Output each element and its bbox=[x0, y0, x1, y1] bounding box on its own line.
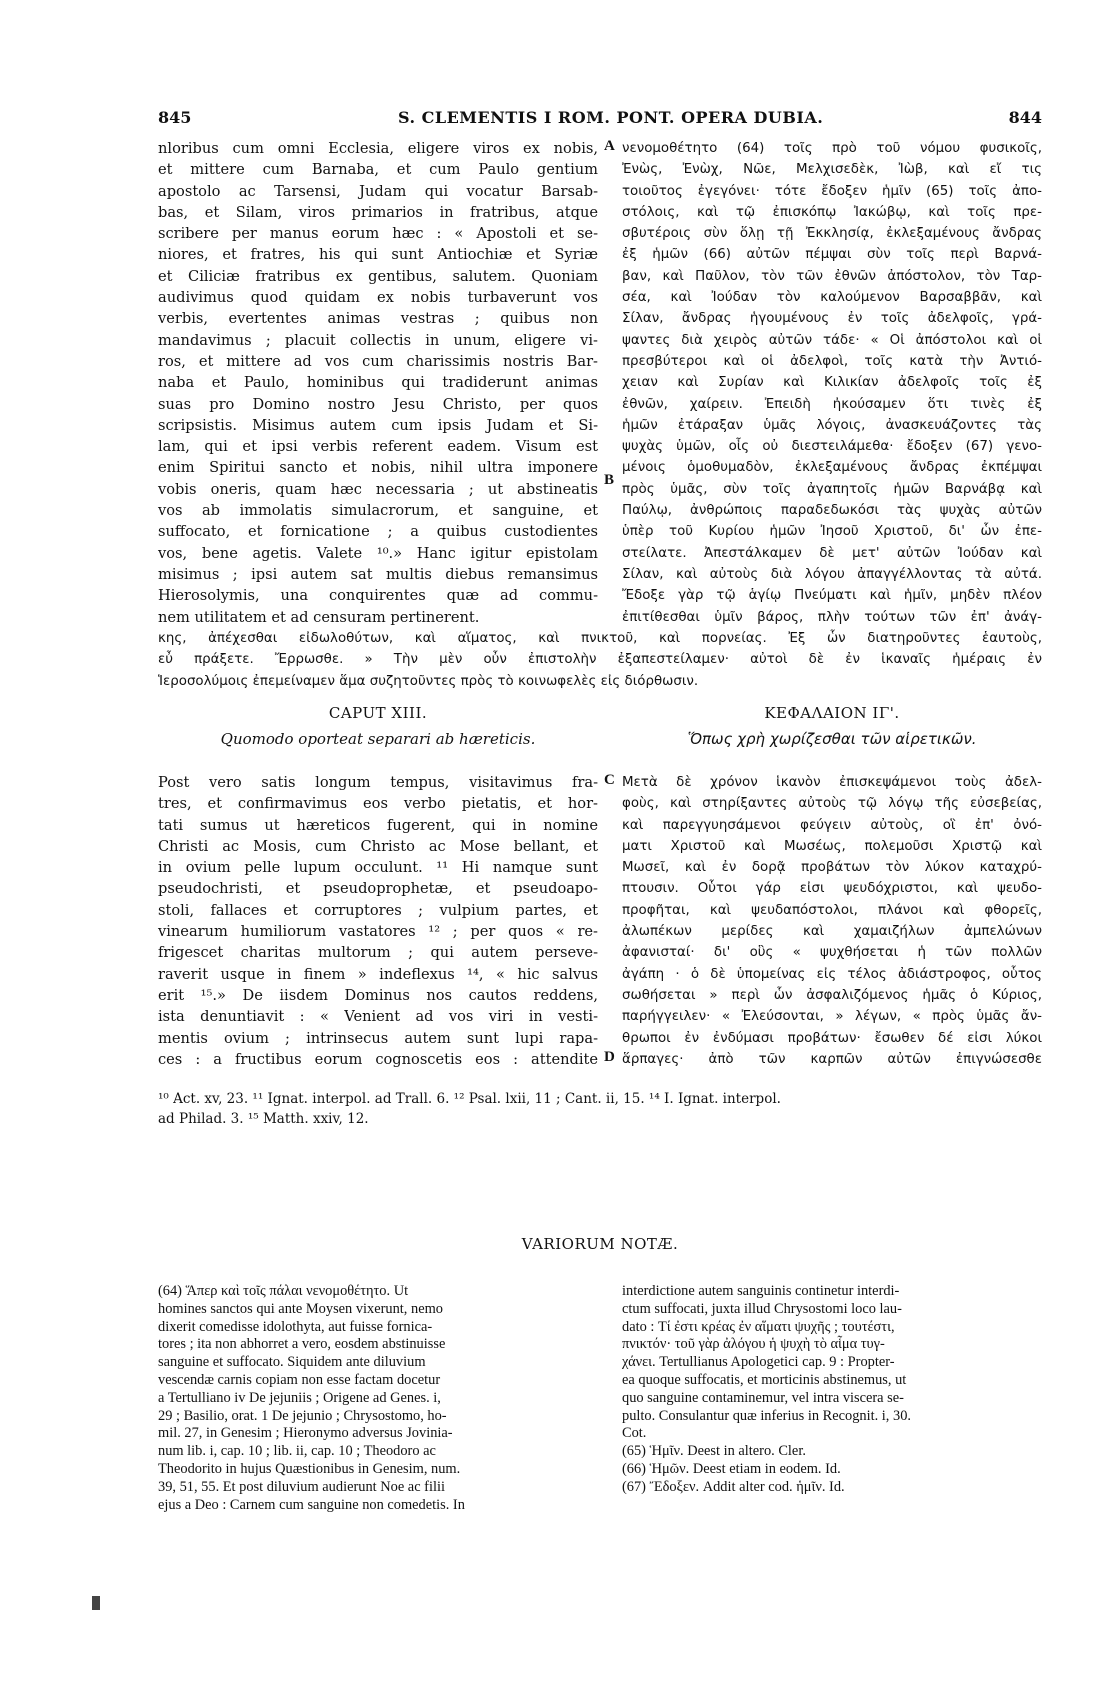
text-line: τοιοῦτος ἐγεγόνει· τότε ἔδοξεν ἡμῖν (65) τοῖς ἀπο- bbox=[622, 183, 1042, 199]
text-line: bas, et Silam, viros primarios in fratribus, atque bbox=[158, 203, 598, 221]
text-line: σέα, καὶ Ἰούδαν τὸν καλούμενον Βαρσαββᾶν, καὶ bbox=[622, 290, 1042, 306]
chapter-subtitle-latin: Quomodo oporteat separari ab hæreticis. bbox=[220, 730, 536, 748]
margin-marker-c: C bbox=[604, 772, 615, 788]
text-line: Μετὰ δὲ χρόνον ἱκανὸν ἐπισκεψάμενοι τοὺς ἀδελ- bbox=[622, 775, 1042, 790]
greek-chapter-heading bbox=[622, 704, 1042, 748]
text-line: et Ciliciæ fratribus ex gentibus, salutem. Quoniam bbox=[158, 267, 598, 285]
text-line: stoli, fallaces et corruptores ; vulpium partes, et bbox=[158, 901, 598, 919]
text-line: Christi ac Mosis, cum Christo ac Mose bellant, et bbox=[158, 837, 598, 855]
note-line: pulto. Consulantur quæ inferius in Recognit. i, 30. bbox=[622, 1407, 911, 1424]
latin-column-upper bbox=[158, 138, 598, 628]
text-line: προφῆται, καὶ ψευδαπόστολοι, πλάνοι καὶ φθορεῖς, bbox=[622, 902, 1042, 918]
text-line: Ἱεροσολύμοις ἐπεμείναμεν ἅμα συζητοῦντες πρὸς τὸ κοινωφελὲς εἰς διόρθωσιν. bbox=[158, 673, 699, 689]
text-line: στόλοις, καὶ τῷ ἐπισκόπῳ Ἰακώβῳ, καὶ τοῖς πρε- bbox=[622, 204, 1042, 220]
text-line: vos ab immolatis simulacrorum, et sanguine, et bbox=[158, 502, 598, 520]
text-line: ros, et mittere ad vos cum charissimis nostris Bar- bbox=[158, 352, 598, 370]
note-line: (64) Ἅπερ καὶ τοῖς πάλαι νενομοθέτητο. Ut bbox=[158, 1283, 409, 1299]
text-line: ἐθνῶν, χαίρειν. Ἐπειδὴ ἠκούσαμεν ὅτι τινὲς ἐξ bbox=[622, 396, 1042, 412]
footnotes bbox=[158, 1089, 1042, 1129]
greek-column-upper bbox=[622, 138, 1042, 628]
note-line: dixerit comedisse idolothyta, aut fuisse fornica- bbox=[158, 1318, 433, 1335]
text-line: ὑπὲρ τοῦ Κυρίου ἡμῶν Ἰησοῦ Χριστοῦ, δι' ὧν ἐπε- bbox=[622, 524, 1042, 540]
note-line: ea quoque suffocatis, et morticinis abstinemus, ut bbox=[622, 1371, 907, 1388]
text-line: ἀλωπέκων μερίδες καὶ χαμαιζήλων ἀμπελώνων bbox=[622, 924, 1042, 940]
greek-continuation-fullwidth bbox=[158, 628, 1042, 692]
text-line: vinearum humiliorum vastatores ¹² ; per quos « re- bbox=[158, 923, 598, 941]
page-number-right: 844 bbox=[1008, 108, 1042, 127]
text-line: mandavimus ; placuit collectis in unum, eligere vi- bbox=[158, 331, 598, 349]
text-line: verbis, evertentes animas vestras ; quibus non bbox=[158, 310, 598, 328]
note-line: a Tertulliano iv De jejuniis ; Origene ad Genes. i, bbox=[158, 1389, 441, 1406]
text-line: enim Spiritui sancto et nobis, nihil ultra imponere bbox=[158, 459, 598, 477]
note-line: ejus a Deo : Carnem cum sanguine non comedetis. In bbox=[158, 1496, 465, 1513]
note-line: Theodorito in hujus Quæstionibus in Genesim, num. bbox=[158, 1460, 461, 1477]
note-line: 29 ; Basilio, orat. 1 De jejunio ; Chrysostomo, ho- bbox=[158, 1407, 447, 1424]
text-line: στείλατε. Ἀπεστάλκαμεν δὲ μετ' αὐτῶν Ἰούδαν καὶ bbox=[622, 545, 1042, 561]
text-line: ἀγάπη · ὁ δὲ ὑπομείνας εἰς τέλος ἀδιάστροφος, οὗτος bbox=[622, 966, 1042, 982]
note-line: homines sanctos qui ante Moysen vixerunt, nemo bbox=[158, 1300, 443, 1317]
text-line: καὶ παρεγγυησάμενοι φεύγειν αὐτοὺς, οἳ ἐπ' ὀνό- bbox=[622, 817, 1042, 833]
margin-marker-a: A bbox=[604, 138, 615, 154]
text-line: σωθήσεται » περὶ ὧν ἀσφαλιζόμενος ἡμᾶς ὁ Κύριος, bbox=[622, 987, 1042, 1003]
notes-heading: VARIORUM NOTÆ. bbox=[521, 1235, 679, 1253]
text-line: raverit usque in finem » indeflexus ¹⁴, « hic salvus bbox=[158, 965, 598, 983]
running-header bbox=[158, 108, 1042, 132]
text-line: Μωσεῖ, καὶ ἐν δορᾷ προβάτων τὸν λύκον καταχρύ- bbox=[622, 860, 1042, 876]
margin-marker-d: D bbox=[604, 1049, 615, 1065]
text-line: Ἔδοξε γὰρ τῷ ἁγίῳ Πνεύματι καὶ ἡμῖν, μηδὲν πλέον bbox=[622, 588, 1042, 604]
note-line: χάνει. Tertullianus Apologetici cap. 9 : Propter- bbox=[622, 1354, 895, 1371]
text-line: frigescet charitas multorum ; qui autem perseve- bbox=[158, 944, 598, 962]
text-line: tati sumus ut hæreticos fugerent, qui in nomine bbox=[158, 816, 598, 834]
text-line: ἐπιτίθεσθαι ὑμῖν βάρος, πλὴν τούτων τῶν ἐπ' ἀνάγ- bbox=[622, 609, 1042, 625]
text-line: ψυχὰς ὑμῶν, οἷς οὐ διεστειλάμεθα· ἔδοξεν (67) γενο- bbox=[622, 439, 1042, 455]
text-line: ἐξ ἡμῶν (66) αὐτῶν πέμψαι σὺν τοῖς περὶ Βαρνά- bbox=[622, 247, 1042, 263]
text-line: ἀφανισταί· δι' οὓς « ψυχθήσεται ἡ τῶν πολλῶν bbox=[622, 945, 1042, 961]
greek-column-lower bbox=[622, 772, 1042, 1070]
note-line: interdictione autem sanguinis continetur interdi- bbox=[622, 1283, 900, 1299]
note-line: (66) Ἡμῶν. Deest etiam in eodem. Id. bbox=[622, 1460, 841, 1477]
scan-edge-mark bbox=[92, 1596, 100, 1610]
text-line: ἅρπαγες· ἀπὸ τῶν καρπῶν αὐτῶν ἐπιγνώσεσθε bbox=[622, 1051, 1042, 1067]
text-line: εὖ πράξετε. Ἔρρωσθε. » Τὴν μὲν οὖν ἐπιστολὴν ἐξαπεστείλαμεν· αὐτοὶ δὲ ἐν ἱκαναῖς ἡμέραις ἐν bbox=[158, 652, 1042, 668]
text-line: nem utilitatem et ad censuram pertinerent. bbox=[158, 608, 480, 626]
text-line: audivimus quod quidam ex nobis turbaverunt vos bbox=[158, 289, 598, 307]
note-line: mil. 27, in Genesim ; Hieronymo adversus Jovinia- bbox=[158, 1425, 453, 1442]
text-line: θρωποι ἐν ἐνδύμασι προβάτων· ἔσωθεν δέ εἰσι λύκοι bbox=[622, 1030, 1042, 1046]
text-line: παρήγγειλεν· « Ἐλεύσονται, » λέγων, « πρὸς ὑμᾶς ἄν- bbox=[622, 1009, 1042, 1025]
latin-column-lower bbox=[158, 772, 598, 1070]
chapter-title-latin: CAPUT XIII. bbox=[328, 704, 428, 722]
text-line: scripsistis. Misimus autem cum ipsis Judam et Si- bbox=[158, 416, 598, 434]
text-line: vos, bene agetis. Valete ¹⁰.» Hanc igitur epistolam bbox=[158, 544, 598, 562]
text-line: ista denuntiavit : « Venient ad vos viri in vesti- bbox=[158, 1008, 598, 1026]
text-line: et mittere cum Barnaba, et cum Paulo gentium bbox=[158, 161, 598, 179]
chapter-subtitle-greek: Ὅπως χρὴ χωρίζεσθαι τῶν αἱρετικῶν. bbox=[687, 730, 977, 748]
note-line: (67) Ἔδοξεν. Addit alter cod. ἡμῖν. Id. bbox=[622, 1478, 845, 1495]
footnote-line: ad Philad. 3. ¹⁵ Matth. xxiv, 12. bbox=[158, 1111, 369, 1127]
text-line: tres, et confirmavimus eos verbo pietatis, et hor- bbox=[158, 795, 598, 813]
text-line: scribere per manus eorum hæc : « Apostoli et se- bbox=[158, 225, 598, 243]
text-line: ἡμῶν ἐτάραξαν ὑμᾶς λόγοις, ἀνασκευάζοντες τὰς bbox=[622, 417, 1042, 433]
text-line: πρὸς ὑμᾶς, σὺν τοῖς ἀγαπητοῖς ἡμῶν Βαρνάβᾳ καὶ bbox=[622, 481, 1042, 497]
text-line: ces : a fructibus eorum cognoscetis eos : attendite bbox=[158, 1050, 598, 1068]
text-line: ψαντες διὰ χειρὸς αὐτῶν τάδε· « Οἱ ἀπόστολοι καὶ οἱ bbox=[622, 332, 1042, 348]
text-line: suffocato, et fornicatione ; a quibus custodientes bbox=[158, 523, 598, 541]
text-line: βαν, καὶ Παῦλον, τὸν τῶν ἐθνῶν ἀπόστολον, τὸν Ταρ- bbox=[622, 268, 1042, 284]
notes-column-right bbox=[622, 1283, 1042, 1497]
text-line: κης, ἀπέχεσθαι εἰδωλοθύτων, καὶ αἵματος, καὶ πνικτοῦ, καὶ πορνείας. Ἐξ ὧν διατηροῦντες ἑαυτοὺς, bbox=[158, 631, 1042, 646]
latin-chapter-heading bbox=[158, 704, 598, 748]
note-line: (65) Ἡμῖν. Deest in altero. Cler. bbox=[622, 1443, 806, 1460]
notes-column-left bbox=[158, 1283, 588, 1514]
page-number-left: 845 bbox=[158, 108, 192, 127]
text-line: Post vero satis longum tempus, visitavimus fra- bbox=[158, 774, 598, 791]
note-line: vescendæ carnis copiam non esse factam docetur bbox=[158, 1371, 441, 1388]
note-line: πνικτόν· τοῦ γὰρ ἀλόγου ἡ ψυχὴ τὸ αἷμα τυγ- bbox=[622, 1336, 885, 1353]
text-line: ματι Χριστοῦ καὶ Μωσέως, πολεμοῦσι Χριστῷ καὶ bbox=[622, 838, 1042, 854]
text-line: naba et Paulo, hominibus qui tradiderunt animas bbox=[158, 374, 598, 392]
text-line: χειαν καὶ Συρίαν καὶ Κιλικίαν ἀδελφοῖς τοῖς ἐξ bbox=[622, 375, 1042, 391]
text-line: pseudochristi, et pseudoprophetæ, et pseudoapo- bbox=[158, 880, 598, 898]
text-line: πτουσιν. Οὗτοι γάρ εἰσι ψευδόχριστοι, καὶ ψευδο- bbox=[622, 881, 1042, 897]
text-line: lam, qui et ipsi verbis referent eadem. Visum est bbox=[158, 438, 598, 456]
text-line: niores, et fratres, his qui sunt Antiochiæ et Syriæ bbox=[158, 246, 598, 264]
text-line: Παύλῳ, ἀνθρώποις παραδεδωκόσι τὰς ψυχὰς αὐτῶν bbox=[622, 503, 1042, 519]
text-line: σβυτέροις σὺν ὅλῃ τῇ Ἐκκλησίᾳ, ἐκλεξαμένους ἄνδρας bbox=[622, 226, 1042, 242]
note-line: dato : Τί ἐστι κρέας ἐν αἵματι ψυχῆς ; τουτέστι, bbox=[622, 1318, 895, 1335]
note-line: 39, 51, 55. Et post diluvium audierunt Noe ac filii bbox=[158, 1478, 445, 1495]
text-line: vobis oneris, quam hæc necessaria ; ut abstineatis bbox=[158, 480, 598, 498]
text-line: Ἐνὼς, Ἐνὼχ, Νῶε, Μελχισεδὲκ, Ἰὼβ, καὶ εἴ τις bbox=[622, 162, 1042, 178]
chapter-title-greek: ΚΕΦΑΛΑΙΟΝ ΙΓ'. bbox=[764, 704, 900, 722]
footnote-line: ¹⁰ Act. xv, 23. ¹¹ Ignat. interpol. ad Trall. 6. ¹² Psal. lxii, 11 ; Cant. ii, 15. ¹⁴ I. Ignat. interpol. bbox=[158, 1091, 781, 1107]
text-line: πρεσβύτεροι καὶ οἱ ἀδελφοὶ, τοῖς κατὰ τὴν Ἀντιό- bbox=[622, 353, 1042, 369]
text-line: misimus ; ipsi autem sat multis diebus remansimus bbox=[158, 565, 598, 583]
note-line: tores ; ita non abhorret a vero, eosdem abstinuisse bbox=[158, 1336, 446, 1353]
text-line: apostolo ac Tarsensi, Judam qui vocatur Barsab- bbox=[158, 182, 598, 200]
text-line: Hierosolymis, una conquirentes quæ ad commu- bbox=[158, 587, 598, 605]
note-line: quo sanguine contaminemur, vel intra viscera se- bbox=[622, 1389, 904, 1406]
margin-marker-b: B bbox=[604, 472, 615, 488]
text-line: nloribus cum omni Ecclesia, eligere viros ex nobis, bbox=[158, 140, 598, 157]
text-line: mentis ovium ; intrinsecus autem sunt lupi rapa- bbox=[158, 1029, 598, 1047]
text-line: in ovium pelle lupum occulunt. ¹¹ Hi namque sunt bbox=[158, 859, 598, 877]
text-line: νενομοθέτητο (64) τοῖς πρὸ τοῦ νόμου φυσικοῖς, bbox=[622, 141, 1042, 156]
text-line: Σίλαν, καὶ αὐτοὺς διὰ λόγου ἀπαγγέλλοντας τὰ αὐτά. bbox=[622, 566, 1042, 582]
text-line: φοὺς, καὶ στηρίξαντες αὐτοὺς τῷ λόγῳ τῆς εὐσεβείας, bbox=[622, 796, 1042, 812]
note-line: sanguine et suffocato. Siquidem ante diluvium bbox=[158, 1354, 426, 1371]
text-line: Σίλαν, ἄνδρας ἡγουμένους ἐν τοῖς ἀδελφοῖς, γρά- bbox=[622, 311, 1042, 327]
note-line: ctum suffocati, juxta illud Chrysostomi loco lau- bbox=[622, 1300, 902, 1317]
text-line: μένοις ὁμοθυμαδὸν, ἐκλεξαμένους ἄνδρας ἐκπέμψαι bbox=[622, 460, 1042, 476]
note-line: num lib. i, cap. 10 ; lib. ii, cap. 10 ; Theodoro ac bbox=[158, 1443, 436, 1460]
running-title: S. CLEMENTIS I ROM. PONT. OPERA DUBIA. bbox=[398, 108, 824, 127]
text-line: suas pro Domino nostro Jesu Christo, per quos bbox=[158, 395, 598, 413]
text-line: erit ¹⁵.» De iisdem Dominus nos cautos reddens, bbox=[158, 986, 598, 1004]
note-line: Cot. bbox=[622, 1425, 647, 1442]
